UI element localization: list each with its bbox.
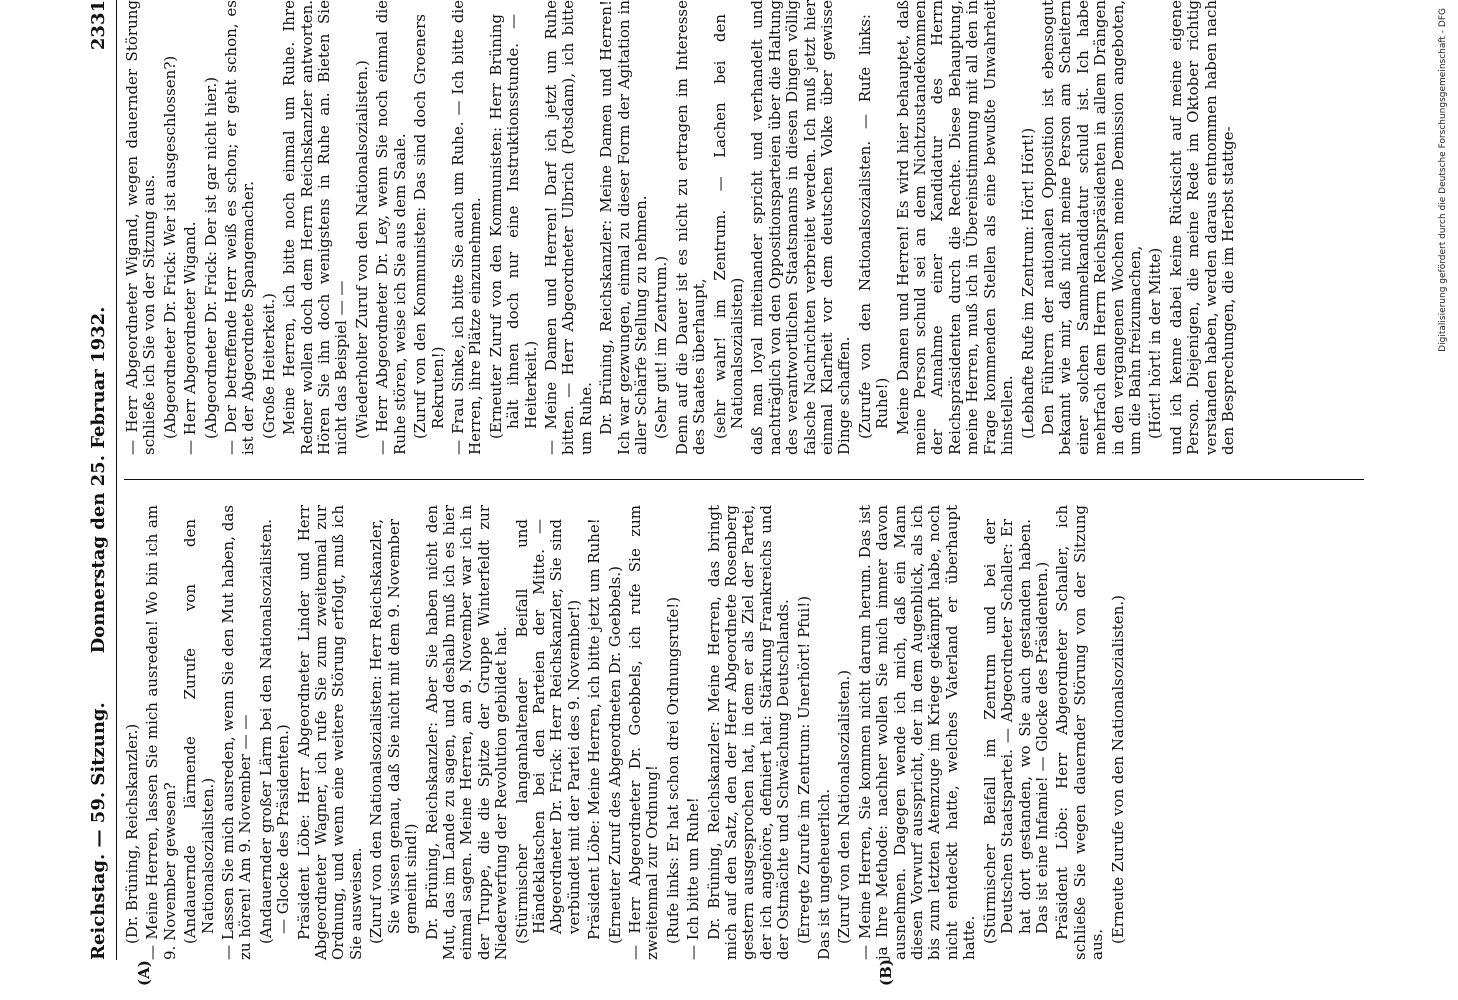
right-column-paragraph: (sehr wahr! im Zentrum. — Lachen bei den Nationalsozialisten) — [710, 14, 746, 439]
left-column-paragraph: (Erneute Zurufe von den Nationalsozialisten.) — [1108, 595, 1127, 944]
right-column-paragraph: (Sehr gut! im Zentrum.) — [652, 255, 671, 439]
right-column-paragraph: (Zuruf von den Kommunisten: Das sind doch Groeners Rekruten!) — [411, 14, 447, 439]
left-column-paragraph: (Stürmischer Beifall im Zentrum und bei der Deutschen Staatspartei. — Abgeordneter Schaller: Er hat dort gestanden, wo Sie auch gestanden haben. Das ist eine Infamie! — Glocke des Präsidenten.) — [980, 519, 1051, 944]
right-column-paragraph: Dr. Brüning, Reichskanzler: Meine Damen und Herren! Ich war gezwungen, einmal zu dieser Form der Agitation in aller Schärfe Stellung zu nehmen. — [597, 0, 650, 455]
right-column-paragraph: — Herr Abgeordneter Wigand, wegen dauernder Störung schließe ich Sie von der Sitzung aus. — [123, 0, 159, 455]
right-column-paragraph: Meine Herren, ich bitte noch einmal um Ruhe. Ihre Redner wollen doch dem Herrn Reichskanzler antworten. Hören Sie ihn doch wenigstens in Ruhe an. Bieten Sie nicht das Beispiel — — — [280, 0, 351, 455]
right-column-paragraph: — Herr Abgeordneter Dr. Ley, wenn Sie noch einmal die Ruhe stören, weise ich Sie aus dem Saale. — [373, 0, 409, 455]
left-column-paragraph: (Andauernde lärmende Zurufe von den Nationalsozialisten.) — [181, 519, 217, 944]
left-column-paragraph: Das ist ungeheuerlich. — [815, 788, 834, 960]
left-column-paragraph: Dr. Brüning, Reichskanzler: Meine Herren, das bringt mich auf den Satz, den der Herr Abgeordnete Rosenberg gestern ausgesprochen hat, in dem er als Ziel der Partei, der ich angehöre, definiert hat: Stärkung Frankreichs und der Ostmächte und Schwächung Deutschlands. — [704, 505, 793, 960]
margin-mark-a: (A) — [135, 960, 153, 986]
left-column-paragraph: (Erregte Zurufe im Zentrum: Unerhört! Pfui!) — [794, 595, 813, 944]
left-column-paragraph: (Zuruf von den Nationalsozialisten.) — [835, 669, 854, 944]
right-column-paragraph: Denn auf die Dauer ist es nicht zu ertragen im Interesse des Staates überhaupt, — [672, 0, 709, 455]
right-column-paragraph: — Frau Sinke, ich bitte Sie auch um Ruhe. — Ich bitte die Herren, ihre Plätze einzunehmen. — [448, 0, 485, 455]
right-column-paragraph: (Lebhafte Rufe im Zentrum: Hört! Hört!) — [1018, 127, 1037, 439]
left-column-paragraph: — Ich bitte um Ruhe! — [684, 797, 703, 960]
running-head-left: Reichstag. — 59. Sitzung. — [88, 702, 109, 960]
right-column-paragraph: (Zurufe von den Nationalsozialisten. — Rufe links: Ruhe!) — [855, 14, 892, 439]
right-column-paragraph: und ich kenne dabei keine Rücksicht auf meine eigene Person. Diejenigen, die meine Rede im Oktober richtig verstanden haben, werden daraus entnommen haben nach den Besprechungen, die im Herbst stattge- — [1166, 0, 1237, 455]
right-column-paragraph: (Hört! hört! in der Mitte) — [1146, 247, 1165, 439]
right-column-paragraph: Den Führern der nationalen Opposition ist ebensogut bekannt wie mir, daß nicht meine Person am Scheitern einer solchen Sammelkandidatur schuld ist. Ich habe mehrfach dem Herrn Reichspräsidenten in allem Drängen in den vergangenen Wochen meine Demission angeboten, um die Bahn freizumachen, — [1038, 0, 1144, 455]
right-column-paragraph: (Wiederholter Zuruf von den Nationalsozialisten.) — [352, 60, 371, 439]
right-column-paragraph: Meine Damen und Herren! Es wird hier behauptet, daß meine Person schuld sei an dem Nichtzustandekommen der Annahme einer Kandidatur des Herrn Reichspräsidenten durch die Rechte. Diese Behauptung, meine Herren, muß ich in Übereinstimmung mit all den in Frage kommenden Stellen als eine bewußte Unwahrheit hinstellen. — [893, 0, 1017, 455]
left-column-paragraph: (Andauernder großer Lärm bei den Nationalsozialisten. — Glocke des Präsidenten.) — [256, 519, 293, 944]
right-column-paragraph: (Erneuter Zuruf von den Kommunisten: Herr Brüning hält ihnen doch nur eine Instruktionsstunde. — Heiterkeit.) — [486, 14, 540, 439]
running-head — [86, 0, 117, 960]
right-column-paragraph: — Herr Abgeordneter Wigand. — [181, 221, 200, 455]
right-column-paragraph: (Abgeordneter Dr. Frick: Wer ist ausgeschlossen?) — [160, 55, 179, 439]
dfg-credit-strip — [1402, 0, 1448, 1000]
right-column — [124, 0, 1240, 455]
left-column-paragraph: — Meine Herren, lassen Sie mich ausreden! Wo bin ich am 9. November gewesen? — [143, 505, 179, 960]
left-column-paragraph: (Zuruf von den Nationalsozialisten: Herr Reichskanzler, Sie wissen genau, daß Sie nicht mit dem 9. November gemeint sind!) — [367, 519, 421, 944]
right-column-paragraph: — Meine Damen und Herren! Darf ich jetzt um Ruhe bitten. — Herr Abgeordneter Ulbrich (Potsdam), ich bitte um Ruhe. — [541, 0, 595, 455]
left-column-paragraph: — Lassen Sie mich ausreden, wenn Sie den Mut haben, das zu hören! Am 9. November — — — [219, 505, 255, 960]
left-column-paragraph: — Herr Abgeordneter Dr. Goebbels, ich rufe Sie zum zweitenmal zur Ordnung! — [625, 505, 662, 960]
right-column-paragraph: (Große Heiterkeit.) — [259, 293, 278, 439]
left-column-paragraph: (Rufe links: Er hat schon drei Ordnungsrufe!) — [663, 596, 682, 944]
left-column-paragraph: (Dr. Brüning, Reichskanzler.) — [123, 723, 141, 944]
left-column — [124, 505, 1130, 960]
running-head-date: Donnerstag den 25. Februar 1932. — [88, 306, 109, 654]
margin-mark-b: (B) — [877, 959, 895, 986]
left-column-paragraph: (Stürmischer langanhaltender Beifall und Händeklatschen bei den Parteien der Mitte. — Abgeordneter Dr. Frick: Herr Reichskanzler, Sie sind verbündet mit der Partei des 9. November!) — [512, 519, 583, 944]
right-column-paragraph: daß man loyal miteinander spricht und verhandelt und nachträglich von den Oppositionsparteien über die Haltung des verantwortlichen Staatsmanns in diesen Dingen völlig falsche Nachrichten verbreitet werden. Ich muß jetzt hier einmal Klarheit vor dem deutschen Volke über gewisse Dinge schaffen. — [748, 0, 854, 455]
left-column-paragraph: Präsident Löbe: Meine Herren, ich bitte jetzt um Ruhe! — [585, 518, 604, 940]
document-page — [86, 0, 1406, 986]
column-divider — [124, 479, 1364, 480]
left-column-paragraph: — Meine Herren, Sie kommen nicht darum herum. Das ist ja Ihre Methode: nachher wollen Sie mich immer davon ausnehmen. Dagegen wende ich mich, daß ein Mann diesen Vorwurf ausspricht, der in dem Augenblick, als ich bis zum letzten Atemzuge im Kriege gekämpft habe, noch nicht entdeckt hatte, welches Vaterland er überhaupt hatte. — [855, 505, 979, 960]
right-column-paragraph: (Abgeordneter Dr. Frick: Der ist gar nicht hier.) — [201, 76, 220, 439]
dfg-credit-text: Digitalisierung gefördert durch die Deutsche Forschungsgemeinschaft - DFG — [1438, 8, 1448, 352]
page-number: 2331 — [88, 0, 109, 51]
left-column-paragraph: (Erneuter Zuruf des Abgeordneten Dr. Goebbels.) — [605, 566, 624, 944]
left-column-paragraph: Präsident Löbe: Herr Abgeordneter Linder und Herr Abgeordneter Wagner, ich rufe Sie zum zweitenmal zur Ordnung, und wenn eine weitere Störung erfolgt, muß ich Sie ausweisen. — [294, 505, 365, 960]
dfg-credit — [1428, 0, 1458, 996]
left-column-paragraph: Präsident Löbe: Herr Abgeordneter Schaller, ich schließe Sie wegen dauernder Störung von der Sitzung aus. — [1053, 505, 1107, 960]
left-column-paragraph: Dr. Brüning, Reichskanzler: Aber Sie haben nicht den Mut, das im Lande zu sagen, und deshalb muß ich es hier einmal sagen. Meine Herren, am 9. November war ich in der Truppe, die die Spitze der Gruppe Winterfeldt zur Niederwerfung der Revolution gebildet hat. — [422, 505, 511, 960]
right-column-paragraph: — Der betreffende Herr weiß es schon; er geht schon, es ist der Abgeordnete Spangemacher. — [222, 0, 258, 455]
